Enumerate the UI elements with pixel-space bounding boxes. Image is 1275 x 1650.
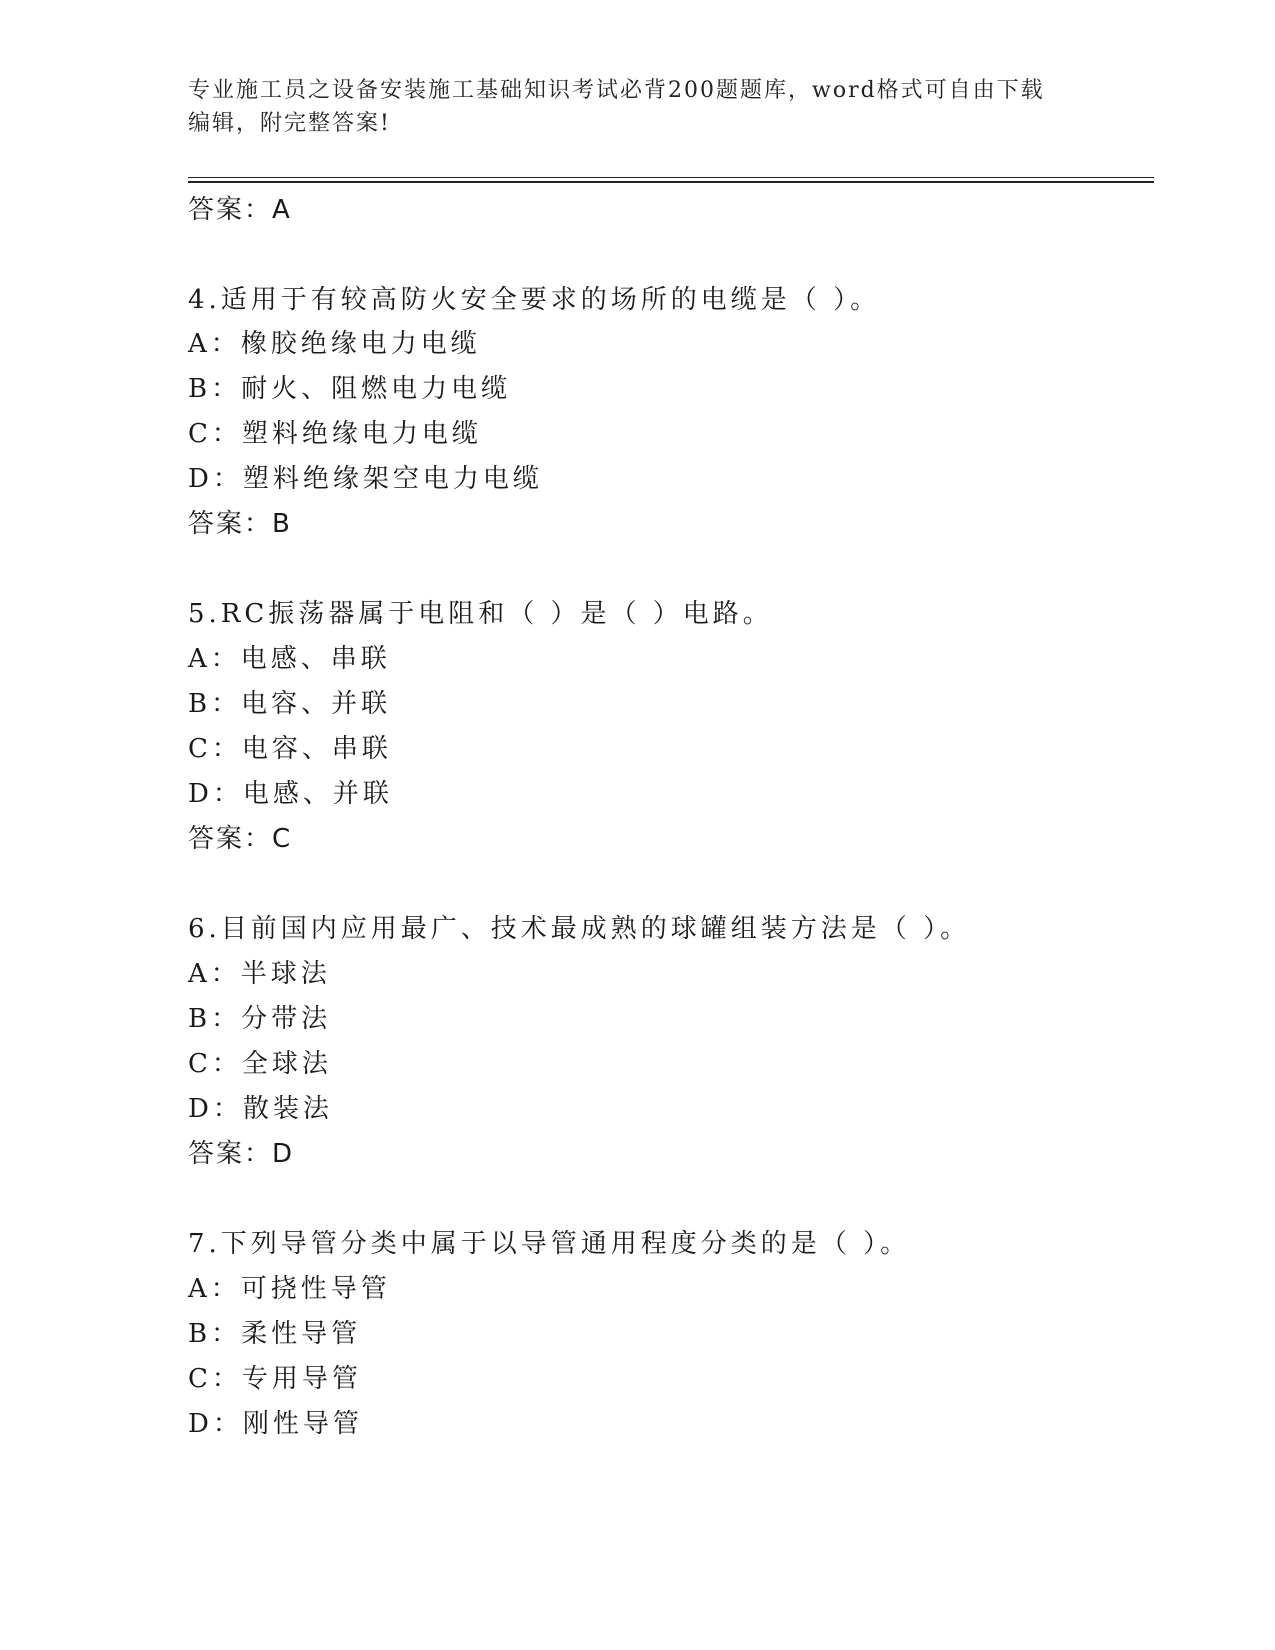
question-4-option-d: D：塑料绝缘架空电力电缆 [188, 464, 543, 494]
header-rule-thick [188, 181, 1154, 183]
header-line-1: 专业施工员之设备安装施工基础知识考试必背200题题库，word格式可自由下载 [188, 78, 1045, 103]
question-4-option-b: B：耐火、阻燃电力电缆 [188, 374, 512, 404]
previous-answer: 答案：A [188, 195, 292, 225]
question-6-answer: 答案：D [188, 1139, 295, 1169]
question-5-answer: 答案：C [188, 824, 293, 854]
header-rule-thin [188, 177, 1154, 178]
question-7-stem: 7.下列导管分类中属于以导管通用程度分类的是（ ）。 [188, 1229, 911, 1259]
question-5-option-b: B：电容、并联 [188, 689, 392, 719]
question-6-stem: 6.目前国内应用最广、技术最成熟的球罐组装方法是（ ）。 [188, 914, 971, 944]
question-6-option-c: C：全球法 [188, 1049, 332, 1079]
header-line-2: 编辑，附完整答案! [188, 111, 391, 136]
question-7-option-b: B：柔性导管 [188, 1319, 362, 1349]
question-6-option-d: D：散装法 [188, 1094, 333, 1124]
question-5-option-d: D：电感、并联 [188, 779, 393, 809]
question-5-stem: 5.RC振荡器属于电阻和（ ）是（ ）电路。 [188, 599, 773, 629]
question-5-option-a: A：电感、串联 [188, 644, 391, 674]
question-5-option-c: C：电容、串联 [188, 734, 392, 764]
question-7-option-d: D：刚性导管 [188, 1409, 363, 1439]
question-7-option-a: A：可挠性导管 [188, 1274, 391, 1304]
question-4-option-a: A：橡胶绝缘电力电缆 [188, 329, 481, 359]
question-4-stem: 4.适用于有较高防火安全要求的场所的电缆是（ ）。 [188, 285, 881, 315]
document-header [188, 74, 1088, 140]
question-6-option-b: B：分带法 [188, 1004, 332, 1034]
question-7-option-c: C：专用导管 [188, 1364, 362, 1394]
question-4-answer: 答案：B [188, 509, 292, 539]
question-4-option-c: C：塑料绝缘电力电缆 [188, 419, 482, 449]
question-6-option-a: A：半球法 [188, 959, 331, 989]
